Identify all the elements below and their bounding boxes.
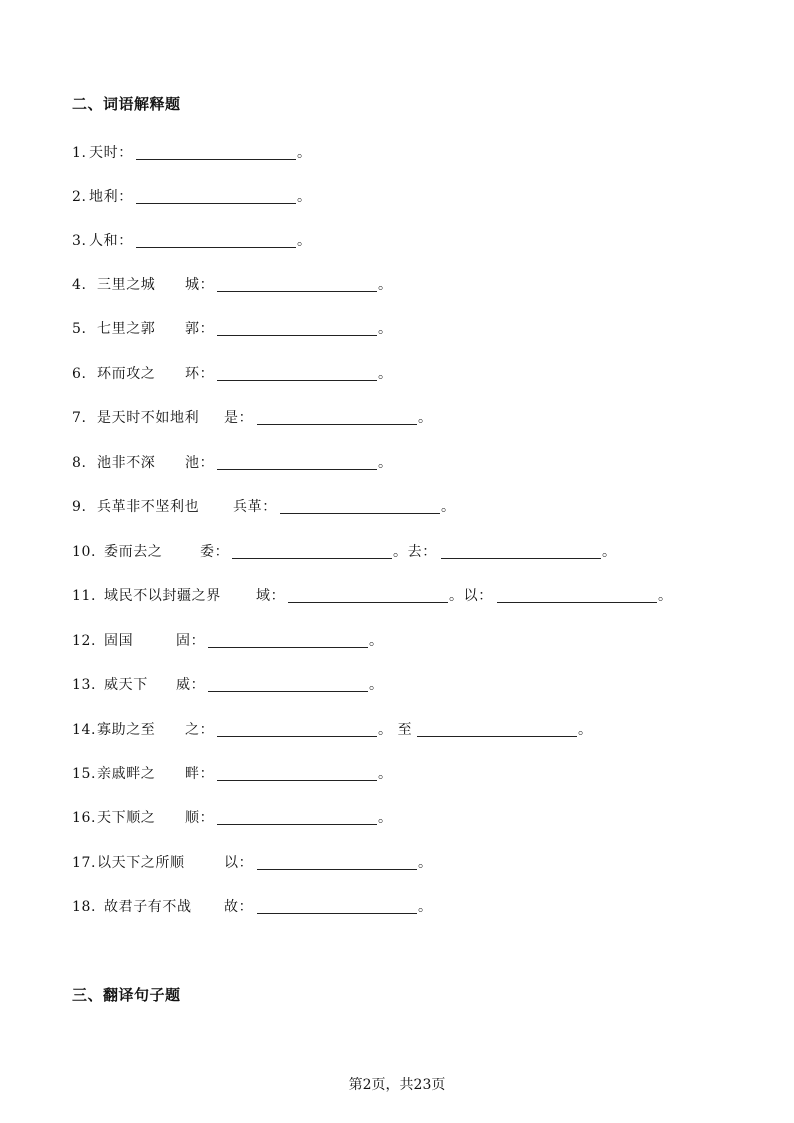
section-heading-vocabulary: 二、词语解释题 (72, 95, 181, 113)
item-phrase: 人和： (89, 233, 133, 249)
section-heading-translation: 三、翻译句子题 (72, 986, 181, 1004)
item-number: 14. (72, 722, 97, 738)
item-end-mark: 。 (378, 321, 393, 337)
item-phrase: 寡助之至 (97, 722, 156, 738)
item-gloss-term: 畔： (185, 766, 215, 782)
item-end-mark: 。 (378, 766, 393, 782)
item-number: 10. (72, 544, 97, 560)
item-number: 4. (72, 277, 87, 293)
item-phrase: 以天下之所顺 (97, 855, 185, 871)
answer-blank[interactable] (208, 647, 368, 648)
item-phrase: 环而攻之 (97, 366, 156, 382)
answer-blank[interactable] (217, 380, 377, 381)
answer-blank[interactable] (136, 247, 296, 248)
answer-blank[interactable] (288, 602, 448, 603)
item-phrase: 池非不深 (97, 455, 156, 471)
item-phrase: 域民不以封疆之界 (104, 588, 221, 604)
item-end-mark: 。 (378, 277, 393, 293)
answer-blank[interactable] (257, 913, 417, 914)
item-number: 1. (72, 145, 87, 161)
item-end-mark: 。 (378, 810, 393, 826)
item-number: 16. (72, 810, 97, 826)
item-end-mark: 。 (418, 899, 433, 915)
item-number: 6. (72, 366, 87, 382)
answer-blank[interactable] (208, 691, 368, 692)
answer-blank[interactable] (217, 335, 377, 336)
item-number: 7. (72, 410, 87, 426)
item-gloss-term: 委： (200, 544, 230, 560)
answer-blank[interactable] (417, 736, 577, 737)
item-number: 2. (72, 189, 87, 205)
item-number: 9. (72, 499, 87, 515)
item-end-mark: 。 (658, 588, 673, 604)
item-end-mark: 。 (378, 366, 393, 382)
item-number: 11. (72, 588, 97, 604)
item-gloss-term: 固： (176, 633, 206, 649)
item-phrase: 天时： (89, 145, 133, 161)
answer-blank[interactable] (257, 424, 417, 425)
page-number-footer: 第2页，共23页 (348, 1077, 446, 1093)
item-gloss-term: 故： (224, 899, 254, 915)
answer-blank[interactable] (217, 736, 377, 737)
answer-blank[interactable] (136, 203, 296, 204)
item-end-mark: 。 (441, 499, 456, 515)
item-number: 12. (72, 633, 97, 649)
item-separator: 。 至 (378, 722, 413, 738)
item-end-mark: 。 (578, 722, 593, 738)
item-phrase: 七里之郭 (97, 321, 156, 337)
item-number: 13. (72, 677, 97, 693)
item-phrase: 威天下 (104, 677, 148, 693)
item-gloss-term: 以： (224, 855, 254, 871)
item-number: 3. (72, 233, 87, 249)
item-phrase: 亲戚畔之 (97, 766, 156, 782)
item-number: 18. (72, 899, 97, 915)
item-number: 5. (72, 321, 87, 337)
answer-blank[interactable] (217, 824, 377, 825)
item-phrase: 地利： (89, 189, 133, 205)
item-gloss-term: 兵革： (233, 499, 277, 515)
item-phrase: 委而去之 (104, 544, 163, 560)
item-end-mark: 。 (297, 189, 312, 205)
answer-blank[interactable] (257, 869, 417, 870)
item-gloss-term: 池： (185, 455, 215, 471)
item-gloss-term: 域： (256, 588, 286, 604)
item-end-mark: 。 (418, 410, 433, 426)
answer-blank[interactable] (441, 558, 601, 559)
answer-blank[interactable] (217, 291, 377, 292)
item-gloss-term: 是： (224, 410, 254, 426)
item-phrase: 固国 (104, 633, 134, 649)
item-gloss-term: 郭： (185, 321, 215, 337)
item-number: 17. (72, 855, 97, 871)
answer-blank[interactable] (232, 558, 392, 559)
item-gloss-term: 之： (185, 722, 215, 738)
item-separator: 。以： (449, 588, 493, 604)
item-end-mark: 。 (369, 633, 384, 649)
item-end-mark: 。 (297, 145, 312, 161)
item-phrase: 兵革非不坚利也 (97, 499, 200, 515)
item-number: 15. (72, 766, 97, 782)
item-gloss-term: 环： (185, 366, 215, 382)
answer-blank[interactable] (217, 469, 377, 470)
item-phrase: 是天时不如地利 (97, 410, 200, 426)
item-end-mark: 。 (369, 677, 384, 693)
item-end-mark: 。 (602, 544, 617, 560)
answer-blank[interactable] (497, 602, 657, 603)
item-end-mark: 。 (378, 455, 393, 471)
answer-blank[interactable] (280, 513, 440, 514)
answer-blank[interactable] (217, 780, 377, 781)
item-phrase: 三里之城 (97, 277, 156, 293)
item-separator: 。去： (393, 544, 437, 560)
item-end-mark: 。 (418, 855, 433, 871)
item-gloss-term: 顺： (185, 810, 215, 826)
item-phrase: 故君子有不战 (104, 899, 192, 915)
item-end-mark: 。 (297, 233, 312, 249)
item-gloss-term: 威： (176, 677, 206, 693)
item-gloss-term: 城： (185, 277, 215, 293)
item-phrase: 天下顺之 (97, 810, 156, 826)
answer-blank[interactable] (136, 159, 296, 160)
item-number: 8. (72, 455, 87, 471)
